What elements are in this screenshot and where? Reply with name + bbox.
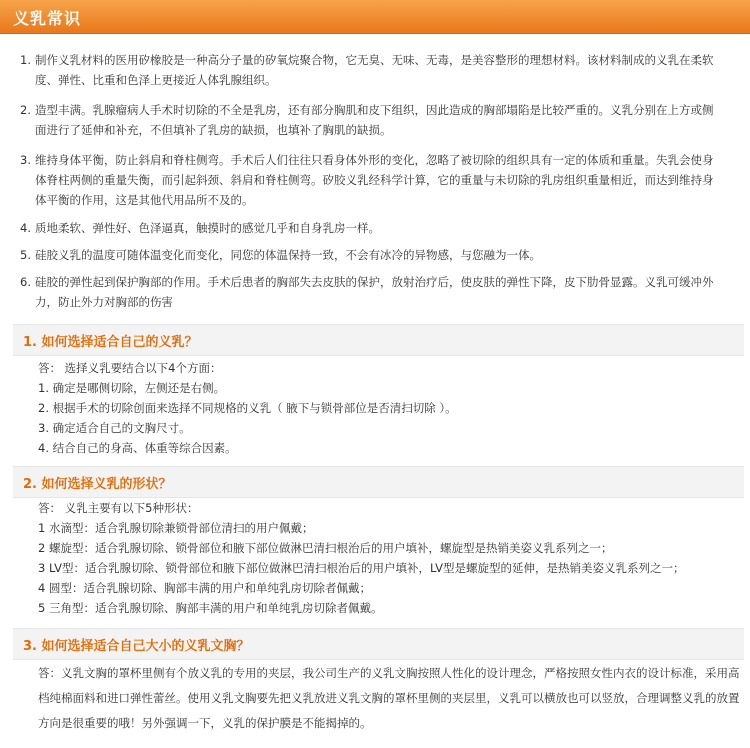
answer-line: 答： 义乳主要有以下5种形状： xyxy=(38,501,199,515)
answer-line: 2 螺旋型：适合乳腺切除、锁骨部位和腋下部位做淋巴清扫根治后的用户填补，螺旋型是热销美姿义乳系列之一； xyxy=(38,541,613,555)
answer-line: 1. 确定是哪侧切除，左侧还是右侧。 xyxy=(38,381,226,395)
list-item xyxy=(20,100,720,140)
answer-line: 4 圆型：适合乳腺切除、胸部丰满的用户和单纯乳房切除者佩戴； xyxy=(38,581,371,595)
page-title: 义乳常识 xyxy=(13,9,82,28)
section-answer: 答：义乳文胸的罩杯里侧有个放义乳的专用的夹层，我公司生产的义乳文胸按照人性化的设计理念，严格按照女性内衣的设计标准，采用高档纯棉面料和进口弹性蕾丝。使用义乳文胸要先把义乳放进义乳文胸的罩杯里侧的夹层里，义乳可以横放也可以竖放，合理调整义乳的放置方向是很重要的哦！另外强调一下，义乳的保护膜是不能揭掉的。 xyxy=(38,666,740,730)
list-item-number: 1. xyxy=(20,53,31,67)
list-item-number: 3. xyxy=(20,153,31,167)
answer-line: 3. 确定适合自己的文胸尺寸。 xyxy=(38,421,191,435)
answer-line: 1 水滴型：适合乳腺切除兼锁骨部位清扫的用户佩戴； xyxy=(38,521,314,535)
list-item xyxy=(20,245,720,265)
list-item xyxy=(20,218,720,238)
section-answer xyxy=(38,358,738,458)
list-item-text: 造型丰满。乳腺瘤病人手术时切除的不全是乳房，还有部分胸肌和皮下组织，因此造成的胸部塌陷是比较严重的。义乳分别在上方或侧面进行了延伸和补充，不但填补了乳房的缺损，也填补了胸肌的缺损。 xyxy=(35,103,714,137)
list-item-number: 4. xyxy=(20,221,31,235)
answer-line: 3 LV型：适合乳腺切除、锁骨部位和腋下部位做淋巴清扫根治后的用户填补，LV型是螺旋型的延伸，是热销美姿义乳系列之一； xyxy=(38,561,685,575)
list-item-text: 维持身体平衡，防止斜肩和脊柱侧弯。手术后人们往往只看身体外形的变化，忽略了被切除的组织具有一定的体质和重量。失乳会使身体脊柱两侧的重量失衡，而引起斜颈、斜肩和脊柱侧弯。矽胶义乳经科学计算，它的重量与未切除的乳房组织重量相近，而达到维持身体平衡的作用，这是其他代用品所不及的。 xyxy=(35,153,714,207)
list-item-number: 2. xyxy=(20,103,31,117)
list-item xyxy=(20,50,720,90)
list-item-number: 6. xyxy=(20,275,31,289)
list-item-text: 质地柔软、弹性好、色泽逼真，触摸时的感觉几乎和自身乳房一样。 xyxy=(35,221,380,235)
answer-line: 4. 结合自己的身高、体重等综合因素。 xyxy=(38,441,237,455)
title-bar xyxy=(0,0,750,34)
section-heading: 3. 如何选择适合自己大小的义乳文胸？ xyxy=(23,639,250,654)
section-heading: 1. 如何选择适合自己的义乳？ xyxy=(23,335,198,350)
list-item-text: 硅胶义乳的温度可随体温变化而变化，同您的体温保持一致，不会有冰冷的异物感，与您融为一体。 xyxy=(35,248,541,262)
intro-list xyxy=(20,50,720,312)
list-item-number: 5. xyxy=(20,248,31,262)
section-heading-bar xyxy=(13,324,744,356)
list-item-text: 制作义乳材料的医用矽橡胶是一种高分子量的矽氧烷聚合物，它无臭、无味、无毒，是美容整形的理想材料。该材料制成的义乳在柔软度、弹性、比重和色泽上更接近人体乳腺组织。 xyxy=(35,53,714,87)
list-item xyxy=(20,272,720,312)
section-answer xyxy=(38,498,738,618)
list-item-text: 硅胶的弹性起到保护胸部的作用。手术后患者的胸部失去皮肤的保护，放射治疗后，使皮肤的弹性下降，皮下肋骨显露。义乳可缓冲外力，防止外力对胸部的伤害 xyxy=(35,275,714,309)
section-heading: 2. 如何选择义乳的形状？ xyxy=(23,477,172,492)
answer-line: 答： 选择义乳要结合以下4个方面： xyxy=(38,361,222,375)
list-item xyxy=(20,150,720,210)
answer-line: 5 三角型：适合乳腺切除、胸部丰满的用户和单纯乳房切除者佩戴。 xyxy=(38,601,383,615)
section-heading-bar xyxy=(13,466,744,498)
answer-line: 2. 根据手术的切除创面来选择不同规格的义乳（ 腋下与锁骨部位是否清扫切除 ）。 xyxy=(38,401,457,415)
section-heading-bar xyxy=(13,628,744,660)
